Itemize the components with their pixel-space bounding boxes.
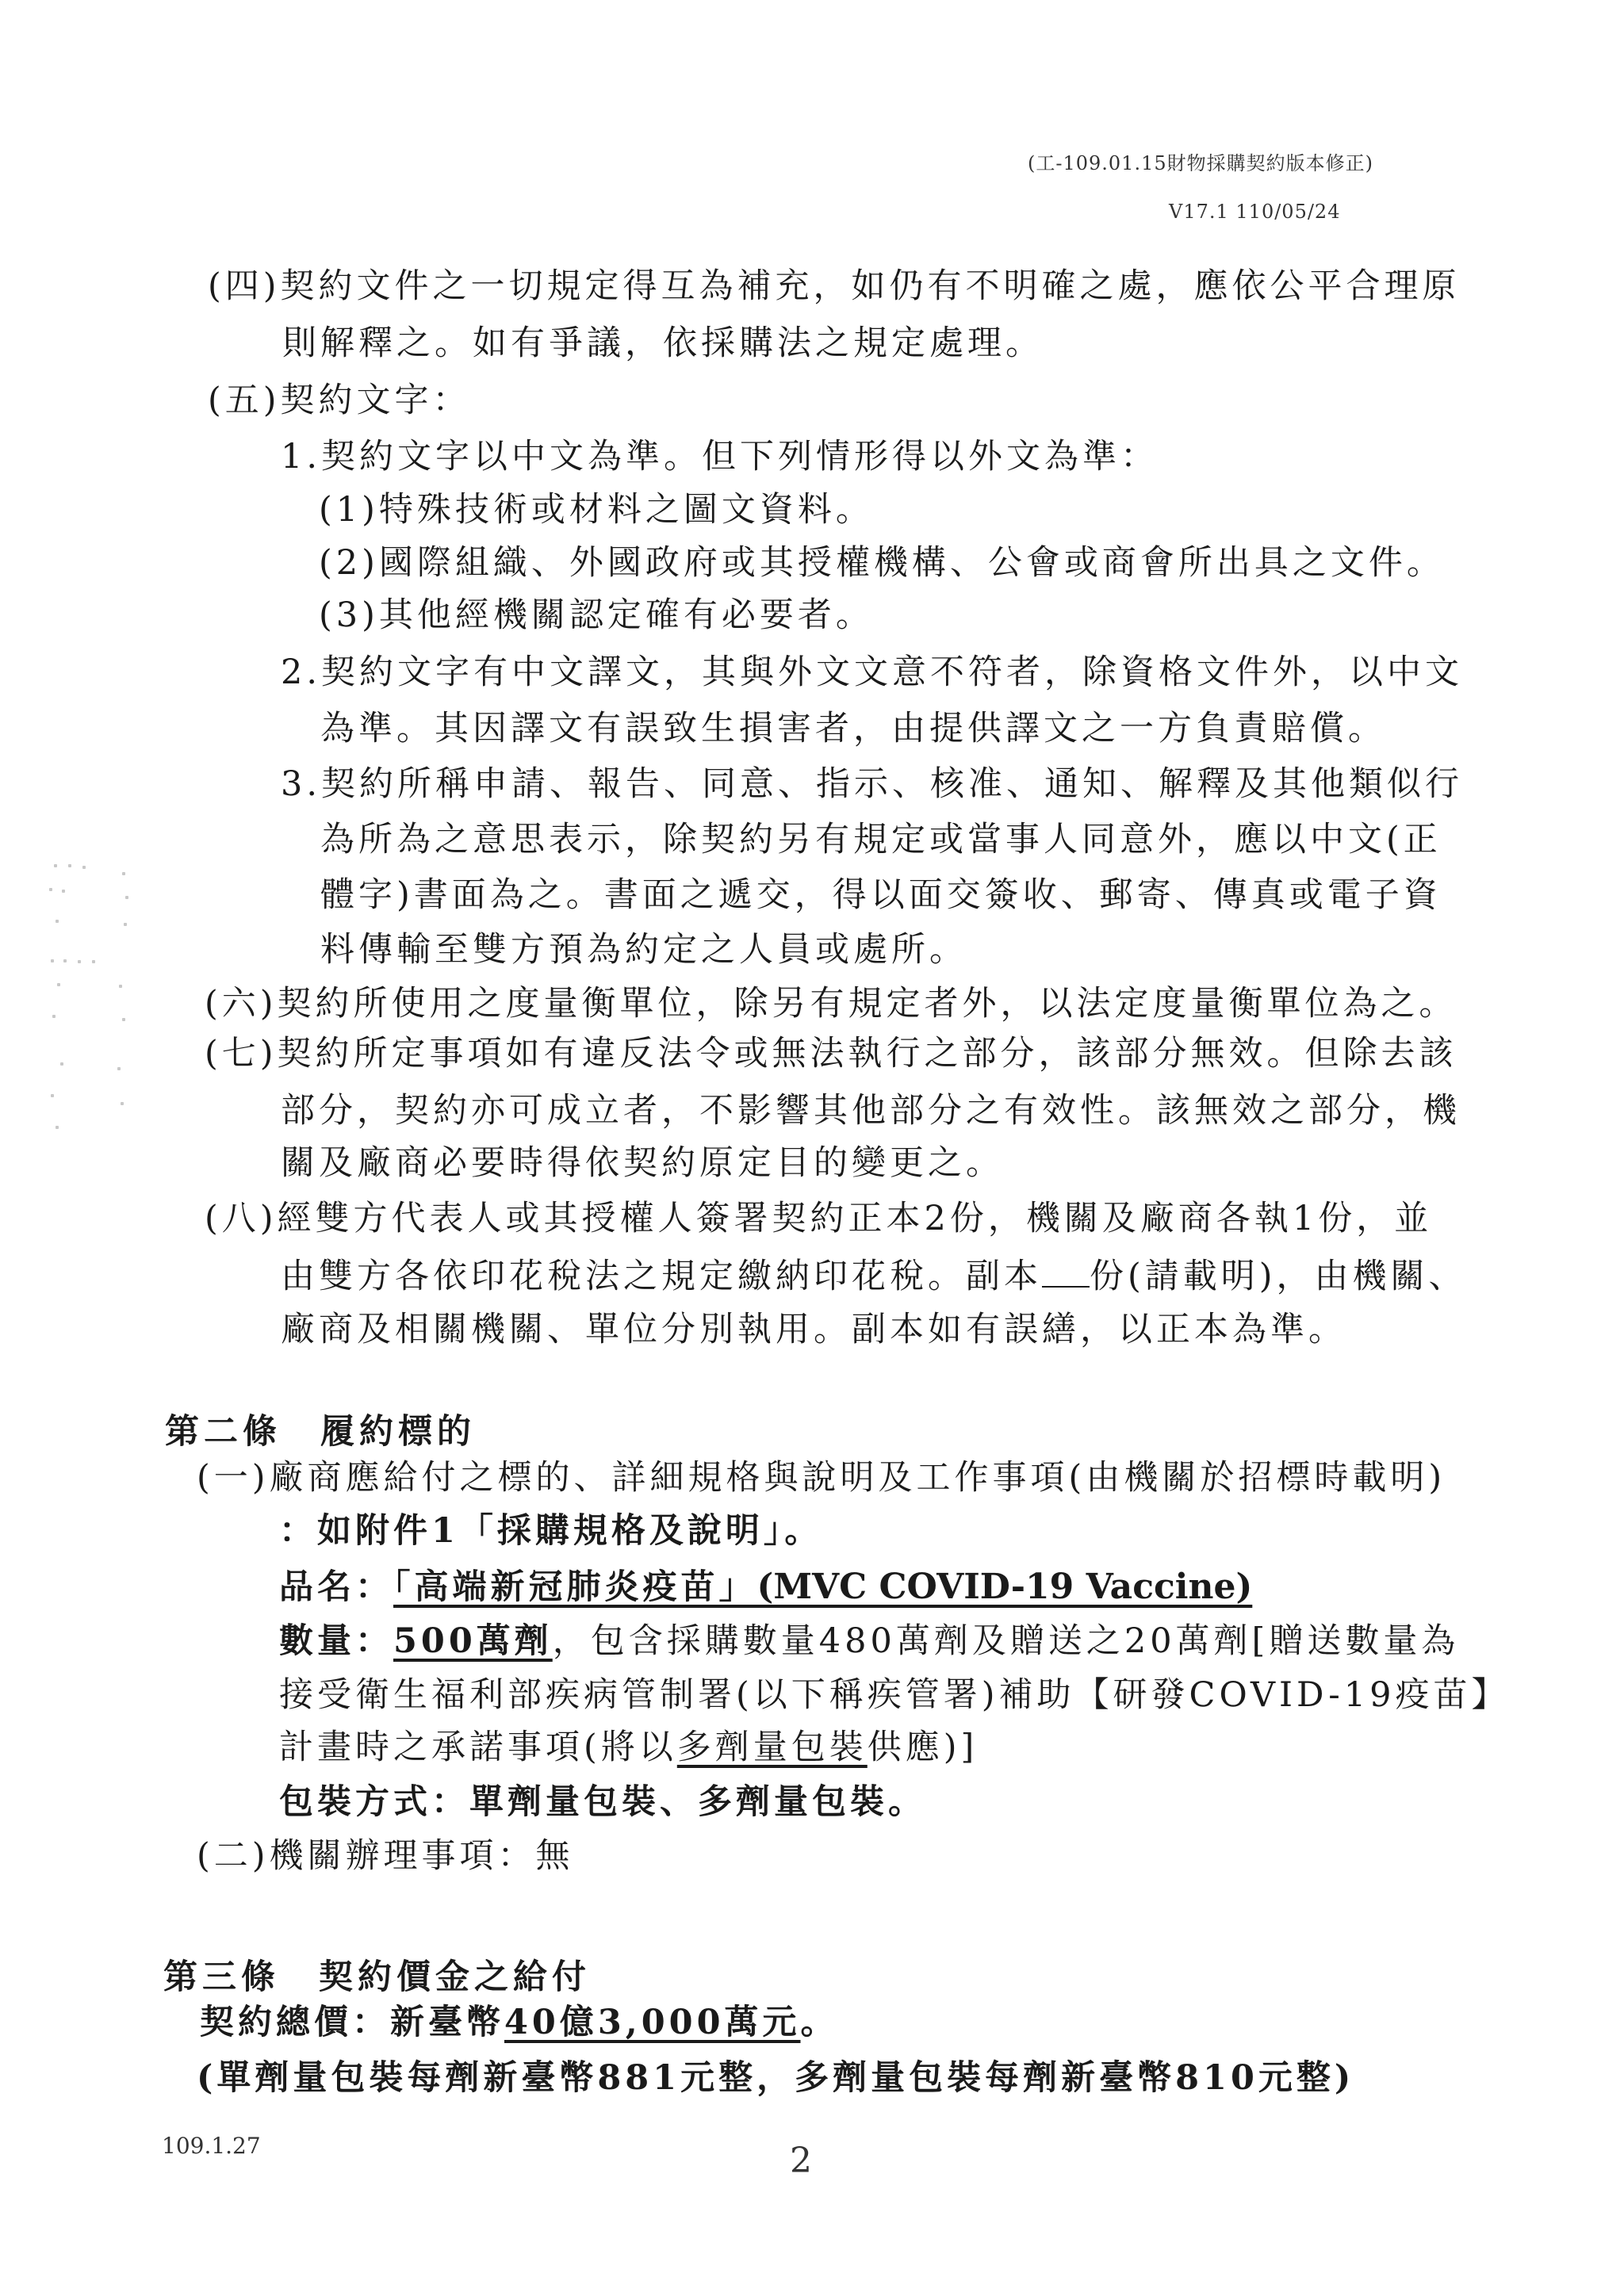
packaging-method: 包裝方式：單劑量包裝、多劑量包裝。: [279, 1782, 926, 1822]
article-2-item1-line2: ：如附件1「採購規格及說明」。: [279, 1511, 823, 1551]
article-2-item2: (二)機關辦理事項：無: [197, 1836, 574, 1876]
contract-total-value: 40億3,000萬元: [504, 2003, 801, 2042]
version-label: V17.1 110/05/24: [1169, 201, 1341, 223]
clause-5-item3-line4: 料傳輸至雙方預為約定之人員或處所。: [320, 930, 967, 970]
contract-total-label: 契約總價：新臺幣: [200, 2003, 504, 2042]
revision-note: (工-109.01.15財物採購契約版本修正): [1028, 152, 1373, 174]
quantity-line3-end: 供應)]: [867, 1728, 979, 1767]
form-date: 109.1.27: [162, 2133, 261, 2159]
clause-8-line3: 廠商及相關機關、單位分別執用。副本如有誤繕，以正本為準。: [281, 1310, 1346, 1349]
clause-5-item3-line2: 為所為之意思表示，除契約另有規定或當事人同意外，應以中文(正: [320, 820, 1442, 859]
clause-5-item3-line1: 3.契約所稱申請、報告、同意、指示、核准、通知、解釋及其他類似行: [281, 764, 1464, 804]
clause-5-item1-b: (2)國際組織、外國政府或其授權機構、公會或商會所出具之文件。: [319, 543, 1445, 583]
quantity-label: 數量：: [279, 1621, 393, 1661]
clause-8-line2-end: 份(請載明)，由機關、: [1090, 1257, 1467, 1296]
clause-8-line2: [281, 1257, 1467, 1294]
clause-5-item1-a: (1)特殊技術或材料之圖文資料。: [319, 490, 874, 530]
quantity-value: 500萬劑: [393, 1621, 553, 1661]
quantity-line2: 接受衛生福利部疾病管制署(以下稱疾管署)補助【研發COVID-19疫苗】: [279, 1675, 1510, 1715]
product-name: 「高端新冠肺炎疫苗」: [393, 1567, 757, 1607]
article-2-heading: 第二條 履約標的: [165, 1412, 476, 1452]
clause-6: (六)契約所使用之度量衡單位，除另有規定者外，以法定度量衡單位為之。: [205, 984, 1457, 1024]
clause-7-line1: (七)契約所定事項如有違反法令或無法執行之部分，該部分無效。但除去該: [205, 1034, 1457, 1073]
contract-total-end: 。: [800, 2003, 839, 2042]
quantity-line3-start: 計畫時之承諾事項(將以: [279, 1728, 677, 1767]
quantity-detail: ，包含採購數量480萬劑及贈送之20萬劑[贈送數量為: [552, 1621, 1460, 1661]
product-english-name: (MVC COVID-19 Vaccine): [756, 1567, 1253, 1607]
article-3-heading: 第三條 契約價金之給付: [163, 1957, 591, 1997]
clause-5-item1: 1.契約文字以中文為準。但下列情形得以外文為準：: [281, 437, 1159, 476]
multi-dose-packaging: 多劑量包裝: [676, 1728, 868, 1767]
clause-5-item2-line2: 為準。其因譯文有誤致生損害者，由提供譯文之一方負責賠償。: [320, 709, 1386, 748]
clause-8-line1: (八)經雙方代表人或其授權人簽署契約正本2份，機關及廠商各執1份，並: [205, 1199, 1433, 1238]
clause-4-line2: 則解釋之。如有爭議，依採購法之規定處理。: [282, 323, 1044, 363]
quantity-line1: [279, 1621, 1460, 1661]
copies-blank: [1042, 1257, 1090, 1288]
clause-7-line3: 關及廠商必要時得依契約原定目的變更之。: [281, 1143, 1004, 1183]
clause-5-item3-line3: 體字)書面為之。書面之遞交，得以面交簽收、郵寄、傳真或電子資: [320, 875, 1442, 915]
clause-4-line1: (四)契約文件之一切規定得互為補充，如仍有不明確之處，應依公平合理原: [208, 266, 1461, 306]
product-line: [279, 1567, 1253, 1607]
page-number: 2: [790, 2141, 812, 2181]
clause-5-item2-line1: 2.契約文字有中文譯文，其與外文文意不符者，除資格文件外，以中文: [281, 652, 1464, 692]
article-2-item1-line1: (一)廠商應給付之標的、詳細規格與說明及工作事項(由機關於招標時載明): [197, 1458, 1446, 1498]
clause-8-line2-start: 由雙方各依印花稅法之規定繳納印花稅。副本: [281, 1257, 1042, 1296]
unit-prices: (單劑量包裝每劑新臺幣881元整，多劑量包裝每劑新臺幣810元整): [197, 2058, 1355, 2098]
contract-total: [200, 2003, 839, 2042]
clause-5-item1-c: (3)其他經機關認定確有必要者。: [319, 595, 874, 635]
margin-marks: [46, 864, 141, 1134]
clause-7-line2: 部分，契約亦可成立者，不影響其他部分之有效性。該無效之部分，機: [281, 1091, 1461, 1131]
product-label: 品名：: [279, 1567, 393, 1607]
clause-5-title: (五)契約文字：: [208, 381, 471, 420]
quantity-line3: [279, 1728, 979, 1767]
